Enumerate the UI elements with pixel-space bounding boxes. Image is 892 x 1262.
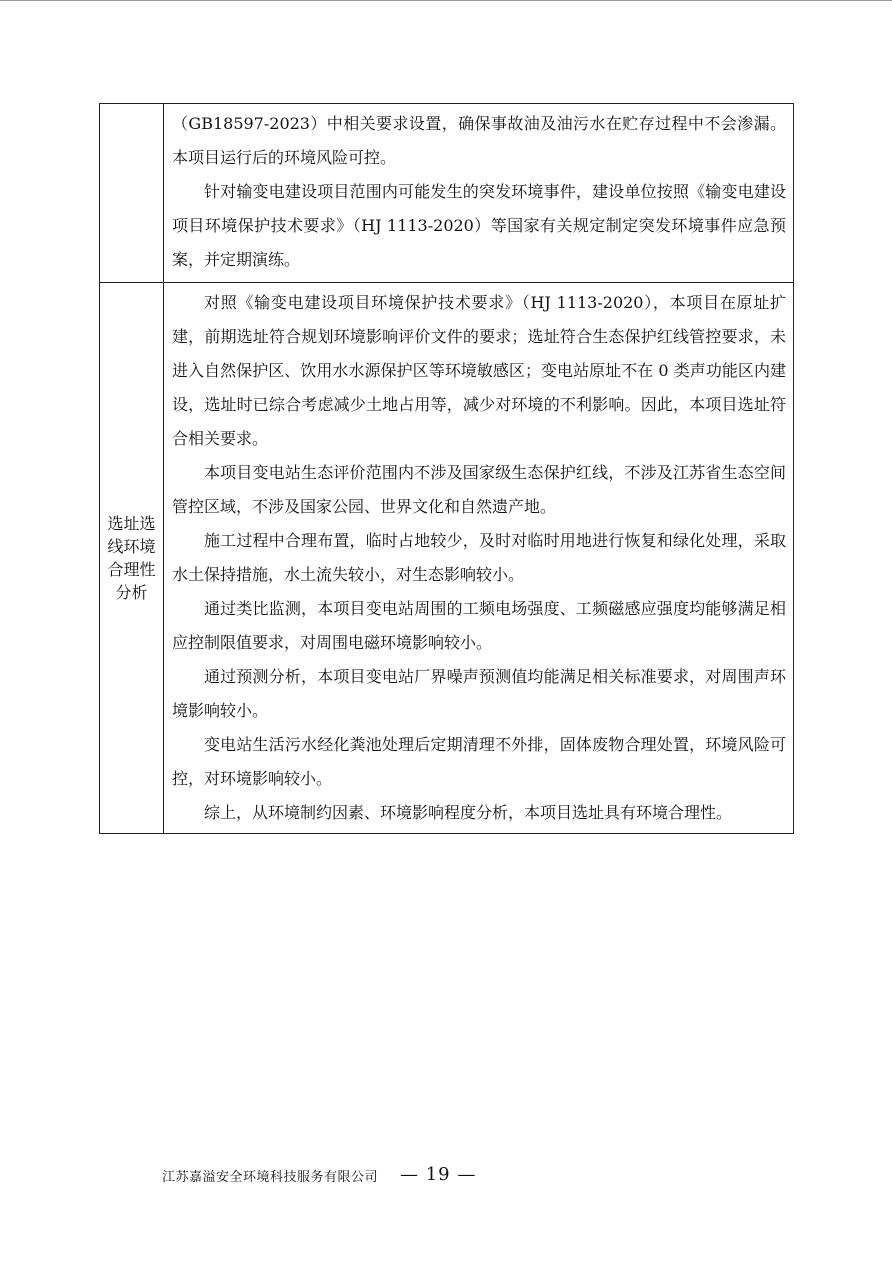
table-row-site-selection — [100, 283, 794, 834]
row-content-cell — [164, 104, 794, 283]
table-row-risk-continued — [100, 104, 794, 283]
paragraph: 变电站生活污水经化粪池处理后定期清理不外排，固体废物合理处置，环境风险可控，对环境影响较小。 — [172, 735, 786, 788]
paragraph: 本项目变电站生态评价范围内不涉及国家级生态保护红线，不涉及江苏省生态空间管控区域，不涉及国家公园、世界文化和自然遗产地。 — [172, 463, 786, 516]
row-label: 选址选线环境合理性分析 — [107, 514, 156, 602]
paragraph: 对照《输变电建设项目环境保护技术要求》（HJ 1113-2020），本项目在原址扩建，前期选址符合规划环境影响评价文件的要求；选址符合生态保护红线管控要求，未进入自然保护区、饮用水水源保护区等环境敏感区；变电站原址不在 0 类声功能区内建设，选址时已综合考虑减少土地占用等，减少对环境的不利影响。因此，本项目选址符合相关要求。 — [172, 293, 786, 448]
page-footer — [0, 1164, 892, 1194]
row-label-cell — [100, 283, 164, 834]
paragraph: 通过类比监测，本项目变电站周围的工频电场强度、工频磁感应强度均能够满足相应控制限值要求，对周围电磁环境影响较小。 — [172, 599, 786, 652]
paragraph: 通过预测分析，本项目变电站厂界噪声预测值均能满足相关标准要求，对周围声环境影响较小。 — [172, 667, 786, 720]
top-border-line — [0, 0, 892, 1]
footer-company-name: 江苏嘉溢安全环境科技服务有限公司 — [162, 1170, 379, 1185]
page-number: — 19 — — [400, 1164, 477, 1185]
paragraph: 综上，从环境制约因素、环境影响程度分析，本项目选址具有环境合理性。 — [204, 803, 733, 822]
analysis-table — [99, 103, 794, 834]
row-content-cell — [164, 283, 794, 834]
paragraph: 针对输变电建设项目范围内可能发生的突发环境事件，建设单位按照《输变电建设项目环境保护技术要求》（HJ 1113-2020）等国家有关规定制定突发环境事件应急预案，并定期演练。 — [172, 182, 786, 269]
row-label-cell — [100, 104, 164, 283]
paragraph: （GB18597-2023）中相关要求设置，确保事故油及油污水在贮存过程中不会渗漏。本项目运行后的环境风险可控。 — [172, 114, 786, 167]
paragraph: 施工过程中合理布置，临时占地较少，及时对临时用地进行恢复和绿化处理，采取水土保持措施，水土流失较小，对生态影响较小。 — [172, 531, 786, 584]
